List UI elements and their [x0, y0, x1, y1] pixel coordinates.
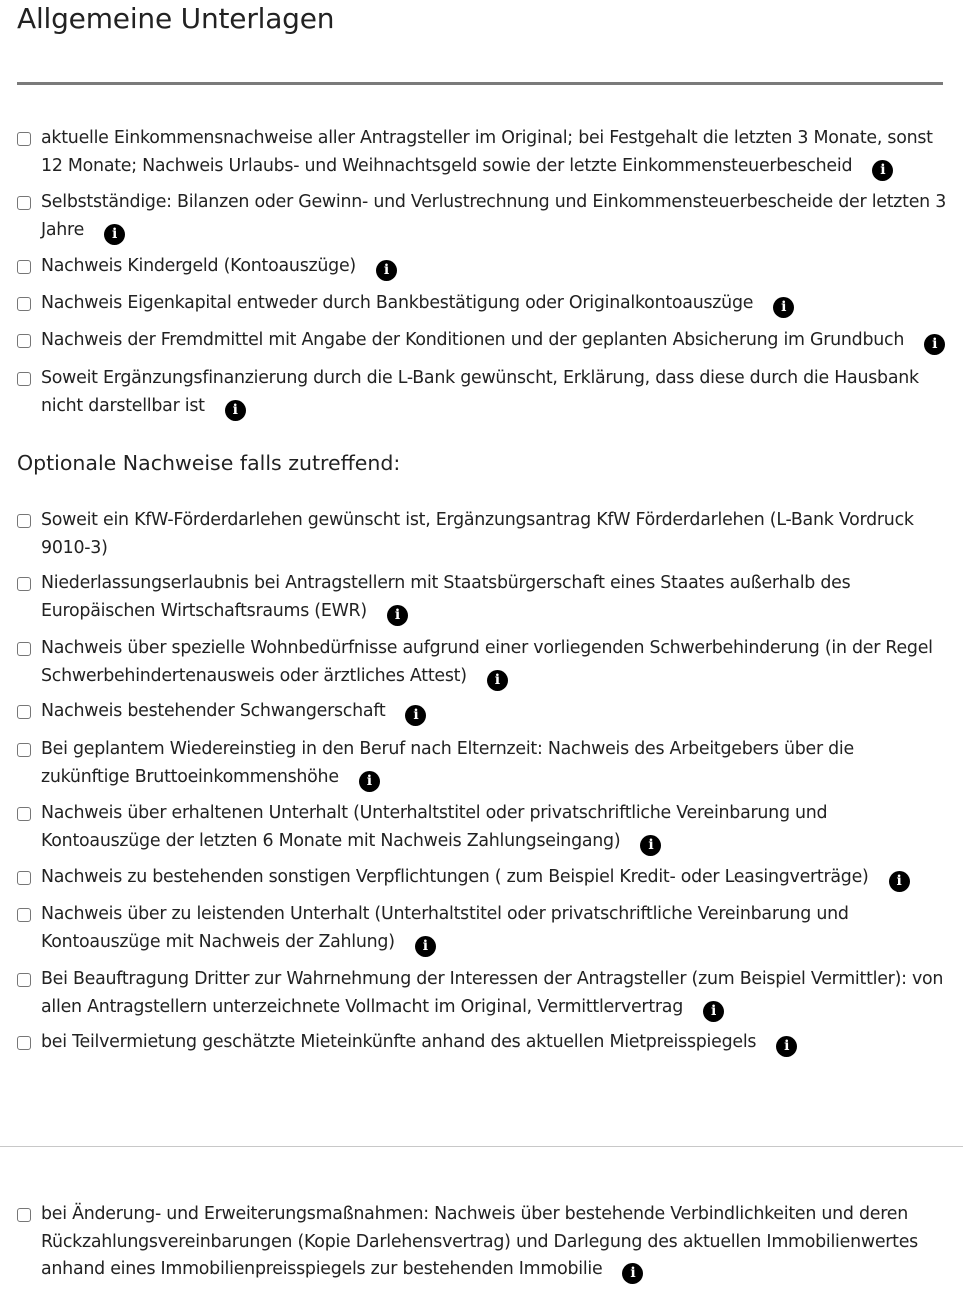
checklist-item-label: Bei geplantem Wiedereinstieg in den Beruf nach Elternzeit: Nachweis des Arbeitgebers über die zukünftige Bruttoeinkommenshöhe — [41, 739, 854, 787]
checkbox[interactable] — [17, 196, 31, 210]
info-icon[interactable]: i — [703, 1001, 724, 1022]
info-icon[interactable]: i — [773, 297, 794, 318]
checklist-item-equity[interactable] — [17, 290, 947, 318]
checklist-item-label: Nachweis bestehender Schwangerschaft — [41, 701, 386, 721]
info-icon[interactable]: i — [405, 705, 426, 726]
section-divider — [0, 1146, 963, 1147]
checklist-item-disability[interactable] — [17, 635, 947, 691]
checklist-item-label: bei Änderung- und Erweiterungsmaßnahmen: Nachweis über bestehende Verbindlichkeiten und deren Rückzahlungsvereinbarungen (Kopie Darlehensvertrag) und Darlegung des aktuellen Immobilienwertes anhand eines Immobilienpreisspiegels zur bestehenden Immobilie — [41, 1204, 918, 1279]
checklist-item-external-funds[interactable] — [17, 327, 947, 355]
info-icon[interactable]: i — [872, 160, 893, 181]
checkbox[interactable] — [17, 577, 31, 591]
checklist-item-label: Nachweis der Fremdmittel mit Angabe der Konditionen und der geplanten Absicherung im Grundbuch — [41, 330, 905, 350]
info-icon[interactable]: i — [776, 1036, 797, 1057]
checklist-item-supplementary-financing[interactable] — [17, 365, 947, 421]
checklist-item-label: Nachweis über erhaltenen Unterhalt (Unterhaltstitel oder privatschriftliche Vereinbarung und Kontoauszüge der letzten 6 Monate mit Nachweis Zahlungseingang) — [41, 803, 828, 851]
checkbox[interactable] — [17, 908, 31, 922]
checkbox[interactable] — [17, 871, 31, 885]
checklist-item-paid-maintenance[interactable] — [17, 901, 947, 957]
info-icon[interactable]: i — [487, 670, 508, 691]
checklist-item-third-party-authorization[interactable] — [17, 966, 947, 1022]
checklist-item-other-obligations[interactable] — [17, 864, 947, 892]
info-icon[interactable]: i — [387, 605, 408, 626]
checklist-item-label: Selbstständige: Bilanzen oder Gewinn- und Verlustrechnung und Einkommensteuerbescheide der letzten 3 Jahre — [41, 192, 947, 240]
checklist-item-child-benefit[interactable] — [17, 253, 947, 281]
checkbox[interactable] — [17, 642, 31, 656]
info-icon[interactable]: i — [415, 936, 436, 957]
checklist-item-label: Nachweis Kindergeld (Kontoauszüge) — [41, 256, 356, 276]
checklist-item-label: aktuelle Einkommensnachweise aller Antragsteller im Original; bei Festgehalt die letzten 3 Monate, sonst 12 Monate; Nachweis Urlaubs- und Weihnachtsgeld sowie der letzte Einkommensteuerbescheid — [41, 128, 933, 176]
page-title: Allgemeine Unterlagen — [17, 2, 335, 35]
checkbox[interactable] — [17, 260, 31, 274]
checklist-item-income-proof[interactable] — [17, 125, 947, 181]
info-icon[interactable]: i — [640, 835, 661, 856]
checkbox[interactable] — [17, 973, 31, 987]
checkbox[interactable] — [17, 514, 31, 528]
checkbox[interactable] — [17, 1208, 31, 1222]
checklist-item-label: Nachweis über spezielle Wohnbedürfnisse aufgrund einer vorliegenden Schwerbehinderung (in der Regel Schwerbehindertenausweis oder ärztliches Attest) — [41, 638, 933, 686]
checklist-item-received-maintenance[interactable] — [17, 800, 947, 856]
checkbox[interactable] — [17, 705, 31, 719]
checkbox[interactable] — [17, 132, 31, 146]
checklist-item-label: Niederlassungserlaubnis bei Antragstellern mit Staatsbürgerschaft eines Staates außerhalb des Europäischen Wirtschaftsraums (EWR) — [41, 573, 851, 621]
info-icon[interactable]: i — [104, 224, 125, 245]
checklist-item-label: Soweit Ergänzungsfinanzierung durch die L-Bank gewünscht, Erklärung, dass diese durch die Hausbank nicht darstellbar ist — [41, 368, 919, 416]
checkbox[interactable] — [17, 297, 31, 311]
checklist-item-self-employed[interactable] — [17, 189, 947, 245]
title-divider — [17, 82, 943, 85]
checklist-item-modification-measures[interactable] — [17, 1201, 947, 1284]
checklist-item-pregnancy[interactable] — [17, 698, 947, 726]
checkbox[interactable] — [17, 334, 31, 348]
checklist-item-residence-permit[interactable] — [17, 570, 947, 626]
info-icon[interactable]: i — [225, 400, 246, 421]
info-icon[interactable]: i — [889, 871, 910, 892]
checklist-item-label: Nachweis Eigenkapital entweder durch Bankbestätigung oder Originalkontoauszüge — [41, 293, 754, 313]
info-icon[interactable]: i — [376, 260, 397, 281]
info-icon[interactable]: i — [622, 1263, 643, 1284]
checklist-item-return-to-work[interactable] — [17, 736, 947, 792]
checkbox[interactable] — [17, 1036, 31, 1050]
checklist-item-label: Nachweis über zu leistenden Unterhalt (Unterhaltstitel oder privatschriftliche Vereinbarung und Kontoauszüge mit Nachweis der Zahlung) — [41, 904, 849, 952]
checklist-item-kfw-loan[interactable] — [17, 507, 947, 562]
checkbox[interactable] — [17, 372, 31, 386]
checkbox[interactable] — [17, 743, 31, 757]
section-title-optional: Optionale Nachweise falls zutreffend: — [17, 451, 401, 475]
checkbox[interactable] — [17, 807, 31, 821]
checklist-item-label: bei Teilvermietung geschätzte Mieteinkünfte anhand des aktuellen Mietpreisspiegels — [41, 1032, 757, 1052]
checklist-item-label: Soweit ein KfW-Förderdarlehen gewünscht ist, Ergänzungsantrag KfW Förderdarlehen (L-Bank Vordruck 9010-3) — [41, 510, 914, 558]
info-icon[interactable]: i — [924, 334, 945, 355]
checklist-item-label: Bei Beauftragung Dritter zur Wahrnehmung der Interessen der Antragsteller (zum Beispiel Vermittler): von allen Antragstellern unterzeichnete Vollmacht im Original, Vermittlervertrag — [41, 969, 944, 1017]
checklist-item-label: Nachweis zu bestehenden sonstigen Verpflichtungen ( zum Beispiel Kredit- oder Leasingverträge) — [41, 867, 869, 887]
info-icon[interactable]: i — [359, 771, 380, 792]
checklist-item-partial-rental[interactable] — [17, 1029, 947, 1057]
